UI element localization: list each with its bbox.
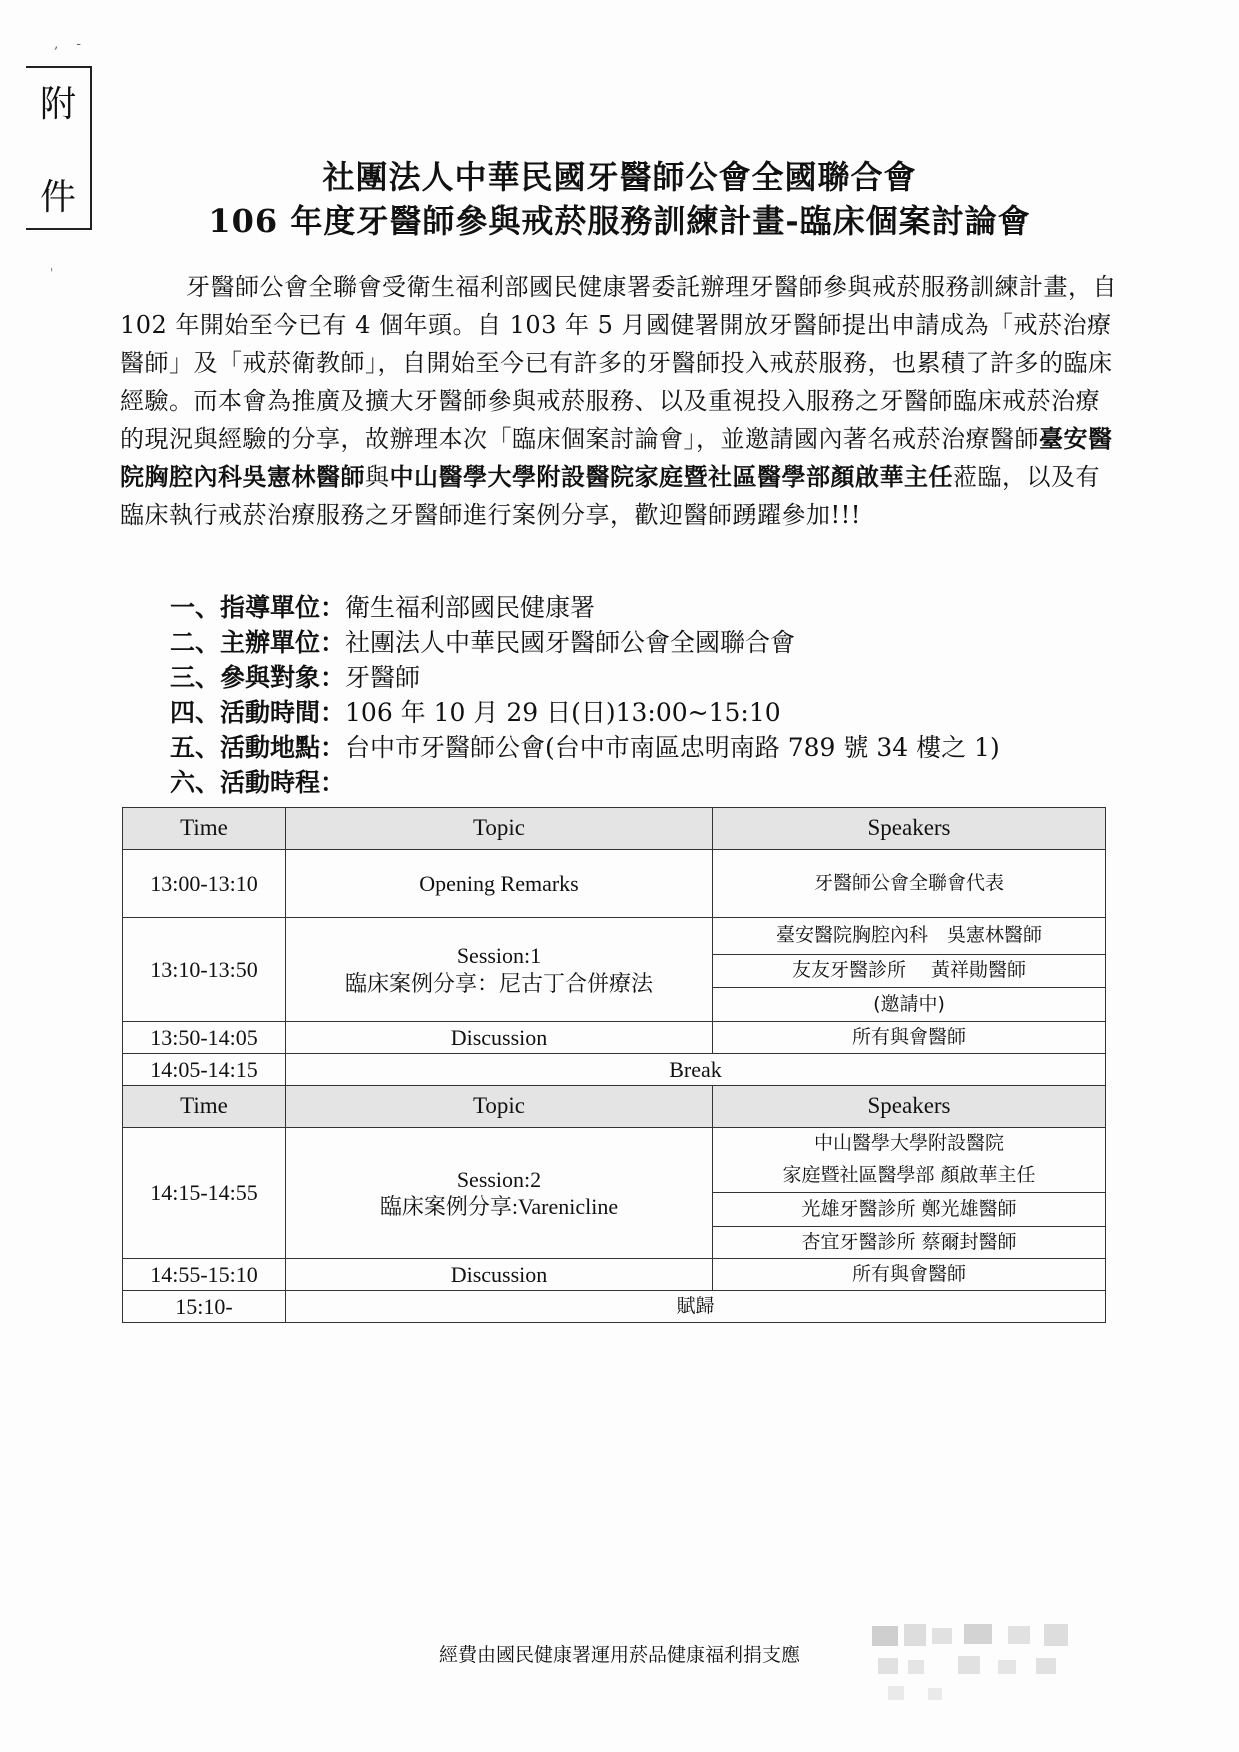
table-header-row bbox=[123, 808, 1106, 850]
break-cell: Break bbox=[286, 1054, 1106, 1086]
faded-seal-stamp bbox=[868, 1620, 1096, 1710]
header-time: Time bbox=[123, 808, 286, 850]
topic-cell bbox=[286, 918, 713, 1022]
speaker-cell: 杏宜牙醫診所 蔡爾封醫師 bbox=[713, 1227, 1106, 1259]
time-cell: 15:10- bbox=[123, 1291, 286, 1323]
closing-cell: 賦歸 bbox=[286, 1291, 1106, 1323]
document-title-org: 社團法人中華民國牙醫師公會全國聯合會 bbox=[322, 158, 917, 196]
schedule-table bbox=[122, 807, 1106, 1323]
table-row bbox=[123, 918, 1106, 955]
info-item bbox=[170, 695, 1150, 730]
speaker-cell: (邀請中) bbox=[713, 988, 1106, 1022]
intro-paragraph bbox=[120, 268, 1120, 534]
time-cell: 14:55-15:10 bbox=[123, 1259, 286, 1291]
info-item bbox=[170, 625, 1150, 660]
table-row bbox=[123, 850, 1106, 918]
header-speakers: Speakers bbox=[713, 808, 1106, 850]
session-title: Session:1 bbox=[456, 943, 542, 968]
table-row bbox=[123, 1022, 1106, 1054]
topic-cell: Discussion bbox=[286, 1259, 713, 1291]
intro-text-3: 蒞臨，以及有臨床執行戒菸治療服務之牙醫師進行案例分享，歡迎醫師踴躍參加!!! bbox=[120, 463, 1100, 529]
header-topic: Topic bbox=[286, 808, 713, 850]
time-cell: 13:10-13:50 bbox=[123, 918, 286, 1022]
topic-cell: Discussion bbox=[286, 1022, 713, 1054]
speaker-cell: 所有與會醫師 bbox=[713, 1022, 1106, 1054]
time-cell: 13:00-13:10 bbox=[123, 850, 286, 918]
scan-mark: , - bbox=[54, 36, 81, 52]
intro-speaker-1: 臺安醫院胸腔內科吳憲林醫師 bbox=[120, 424, 1113, 491]
table-row bbox=[123, 1054, 1106, 1086]
info-value: 牙醫師 bbox=[345, 663, 421, 692]
time-cell: 14:15-14:55 bbox=[123, 1128, 286, 1259]
time-cell: 14:05-14:15 bbox=[123, 1054, 286, 1086]
info-label: 二、主辦單位： bbox=[170, 628, 346, 657]
event-info-list bbox=[170, 590, 1150, 800]
header-topic: Topic bbox=[286, 1086, 713, 1128]
header-speakers: Speakers bbox=[713, 1086, 1106, 1128]
speaker-cell: 所有與會醫師 bbox=[713, 1259, 1106, 1291]
info-label: 三、參與對象： bbox=[170, 663, 346, 692]
funding-note: 經費由國民健康署運用菸品健康福利捐支應 bbox=[438, 1644, 800, 1666]
attachment-char-2: 件 bbox=[39, 177, 76, 218]
intro-speaker-2: 中山醫學大學附設醫院家庭暨社區醫學部顏啟華主任 bbox=[389, 462, 953, 491]
info-value: 台中市牙醫師公會(台中市南區忠明南路 789 號 34 樓之 1) bbox=[345, 733, 1000, 762]
info-item bbox=[170, 765, 1150, 800]
info-value: 社團法人中華民國牙醫師公會全國聯合會 bbox=[345, 628, 796, 657]
topic-cell: Opening Remarks bbox=[286, 850, 713, 918]
speaker-cell: 臺安醫院胸腔內科 吳憲林醫師 bbox=[713, 918, 1106, 955]
table-row bbox=[123, 1291, 1106, 1323]
speaker-cell: 中山醫學大學附設醫院 bbox=[713, 1128, 1106, 1161]
scan-mark: ' bbox=[50, 266, 54, 280]
info-value: 衛生福利部國民健康署 bbox=[345, 593, 596, 622]
speaker-cell: 牙醫師公會全聯會代表 bbox=[713, 850, 1106, 918]
header-time: Time bbox=[123, 1086, 286, 1128]
intro-text-2: 與 bbox=[365, 463, 390, 491]
speaker-cell: 光雄牙醫診所 鄭光雄醫師 bbox=[713, 1193, 1106, 1227]
attachment-char-1: 附 bbox=[39, 84, 76, 125]
topic-cell bbox=[286, 1128, 713, 1259]
speaker-cell: 友友牙醫診所 黃祥勛醫師 bbox=[713, 955, 1106, 988]
session-subtitle: 臨床案例分享:Varenicline bbox=[379, 1194, 619, 1219]
speaker-cell: 家庭暨社區醫學部 顏啟華主任 bbox=[713, 1161, 1106, 1193]
document-title-event: 106 年度牙醫師參與戒菸服務訓練計畫-臨床個案討論會 bbox=[208, 202, 1031, 240]
info-item bbox=[170, 730, 1150, 765]
session-subtitle: 臨床案例分享：尼古丁合併療法 bbox=[344, 970, 653, 996]
info-item bbox=[170, 660, 1150, 695]
time-cell: 13:50-14:05 bbox=[123, 1022, 286, 1054]
info-item bbox=[170, 590, 1150, 625]
table-header-row bbox=[123, 1086, 1106, 1128]
info-label: 六、活動時程： bbox=[170, 768, 346, 797]
table-row bbox=[123, 1128, 1106, 1161]
info-label: 五、活動地點： bbox=[170, 733, 346, 762]
info-label: 一、指導單位： bbox=[170, 593, 346, 622]
info-value: 106 年 10 月 29 日(日)13:00~15:10 bbox=[345, 698, 781, 727]
session-title: Session:2 bbox=[456, 1166, 542, 1192]
intro-text-1: 牙醫師公會全聯會受衛生福利部國民健康署委託辦理牙醫師參與戒菸服務訓練計畫，自 102 年開始至今已有 4 個年頭。自 103 年 5 月國健署開放牙醫師提出申請成為「戒菸治療醫師」及「戒菸衛教師」，自開始至今已有許多的牙醫師投入戒菸服務，也累積了許多的臨床經驗。而本會為推廣及擴大牙醫師參與戒菸服務、以及重視投入服務之牙醫師臨床戒菸治療的現況與經驗的分享，故辦理本次「臨床個案討論會」，並邀請國內著名戒菸治療醫師 bbox=[120, 273, 1117, 453]
info-label: 四、活動時間： bbox=[170, 698, 346, 727]
table-row bbox=[123, 1259, 1106, 1291]
